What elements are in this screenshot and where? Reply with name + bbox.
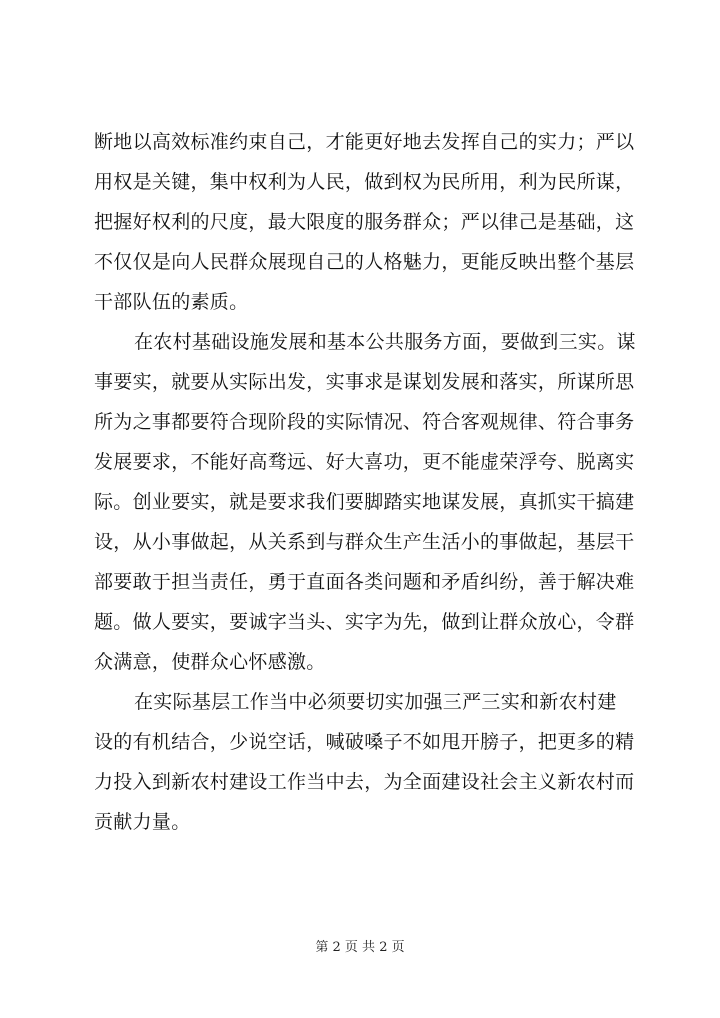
text-line: 所为之事都要符合现阶段的实际情况、符合客观规律、符合事务 [94,411,635,433]
text-line: 干部队伍的素质。 [94,291,249,313]
text-line: 贡献力量。 [94,811,191,833]
paragraph-1 [94,122,635,322]
text-line: 设的有机结合，少说空话，喊破嗓子不如甩开膀子，把更多的精 [94,731,635,753]
page-number: 第 2 页 共 2 页 [315,940,405,955]
text-line: 际。创业要实，就是要求我们要脚踏实地谋发展，真抓实干搞建 [94,491,635,513]
text-line: 断地以高效标准约束自己，才能更好地去发挥自己的实力；严以 [94,131,635,153]
text-line: 事要实，就要从实际出发，实事求是谋划发展和落实，所谋所思 [94,371,635,393]
text-line: 设，从小事做起，从关系到与群众生产生活小的事做起，基层干 [94,531,635,553]
text-line: 不仅仅是向人民群众展现自己的人格魅力，更能反映出整个基层 [94,251,635,273]
text-line: 众满意，使群众心怀感激。 [94,651,326,673]
text-line: 在农村基础设施发展和基本公共服务方面，要做到三实。谋 [134,331,636,353]
text-line: 在实际基层工作当中必须要切实加强三严三实和新农村建 [134,691,617,713]
page-footer [0,938,720,958]
text-line: 力投入到新农村建设工作当中去，为全面建设社会主义新农村而 [94,771,635,793]
text-line: 用权是关键，集中权利为人民，做到权为民所用，利为民所谋， [94,171,635,193]
paragraph-2 [94,322,636,682]
text-line: 题。做人要实，要诚字当头、实字为先，做到让群众放心，令群 [94,611,635,633]
document-body [94,122,636,842]
paragraph-3 [94,682,635,842]
text-line: 把握好权利的尺度，最大限度的服务群众；严以律己是基础，这 [94,211,635,233]
text-line: 发展要求，不能好高骛远、好大喜功，更不能虚荣浮夸、脱离实 [94,451,635,473]
text-line: 部要敢于担当责任，勇于直面各类问题和矛盾纠纷，善于解决难 [94,571,635,593]
